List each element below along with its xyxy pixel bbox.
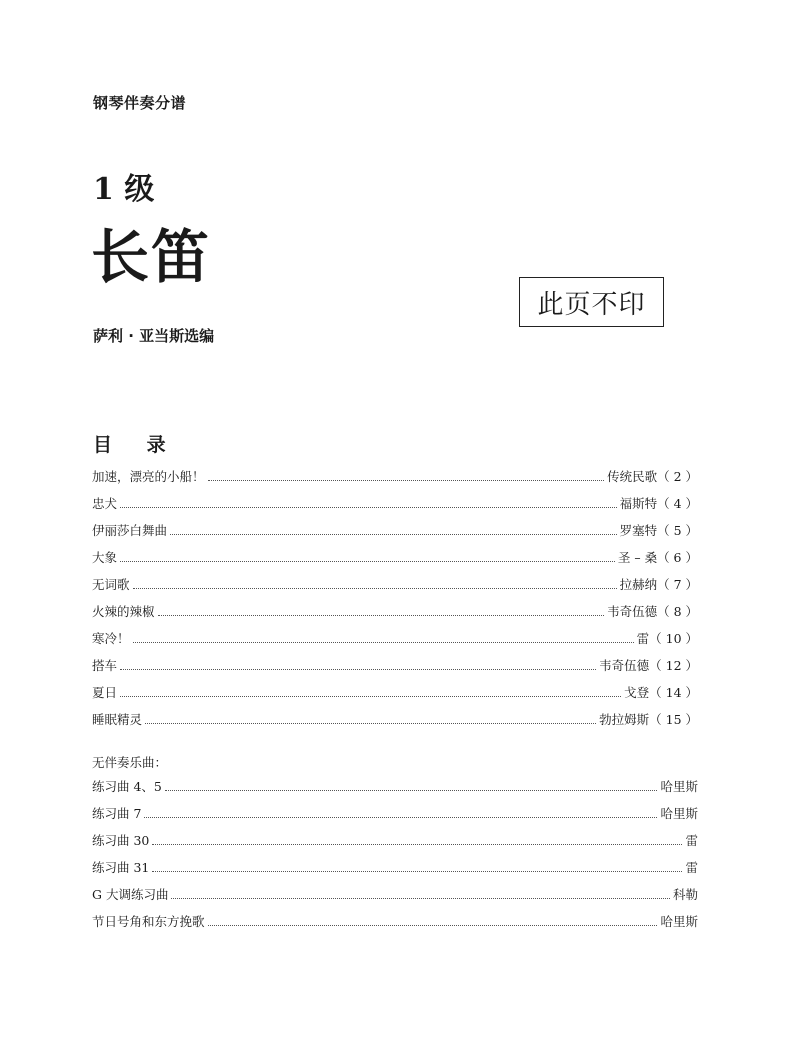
entry-credit: 勃拉姆斯（ 15 ） bbox=[599, 712, 698, 727]
leader-dots bbox=[133, 642, 634, 643]
leader-dots bbox=[208, 480, 605, 481]
contents-heading: 目 录 bbox=[93, 434, 180, 456]
contents-entry bbox=[92, 463, 698, 490]
leader-dots bbox=[152, 844, 682, 845]
entry-credit: 拉赫纳（ 7 ） bbox=[619, 577, 698, 592]
contents-list bbox=[92, 463, 698, 733]
editor-credit: 萨利 · 亚当斯选编 bbox=[93, 327, 215, 345]
entry-credit: 圣 – 桑（ 6 ） bbox=[617, 550, 698, 565]
entry-credit: 雷 bbox=[685, 860, 698, 875]
entry-title: G 大调练习曲 bbox=[92, 887, 169, 902]
contents-entry bbox=[92, 854, 698, 881]
entry-title: 练习曲 31 bbox=[92, 860, 150, 875]
contents-entry bbox=[92, 571, 698, 598]
leader-dots bbox=[208, 925, 658, 926]
leader-dots bbox=[120, 696, 621, 697]
level-label: 1 级 bbox=[93, 172, 155, 207]
entry-title: 节日号角和东方挽歌 bbox=[92, 914, 205, 929]
do-not-print-stamp: 此页不印 bbox=[519, 277, 664, 327]
contents-entry bbox=[92, 652, 698, 679]
contents-entry bbox=[92, 706, 698, 733]
entry-credit: 罗塞特（ 5 ） bbox=[619, 523, 698, 538]
leader-dots bbox=[158, 615, 605, 616]
leader-dots bbox=[171, 898, 670, 899]
entry-credit: 科勒 bbox=[672, 887, 698, 902]
contents-entry bbox=[92, 773, 698, 800]
leader-dots bbox=[120, 561, 615, 562]
entry-title: 练习曲 4、5 bbox=[92, 779, 162, 794]
leader-dots bbox=[120, 669, 596, 670]
entry-credit: 传统民歌（ 2 ） bbox=[607, 469, 698, 484]
contents-entry bbox=[92, 598, 698, 625]
leader-dots bbox=[165, 790, 658, 791]
entry-title: 搭车 bbox=[92, 658, 118, 673]
leader-dots bbox=[144, 817, 657, 818]
contents-entry bbox=[92, 881, 698, 908]
contents-entry bbox=[92, 490, 698, 517]
instrument-title: 长笛 bbox=[91, 223, 212, 291]
contents-entry bbox=[92, 679, 698, 706]
leader-dots bbox=[152, 871, 682, 872]
entry-credit: 哈里斯 bbox=[660, 779, 698, 794]
unaccompanied-list bbox=[92, 773, 698, 935]
entry-credit: 哈里斯 bbox=[660, 806, 698, 821]
entry-title: 大象 bbox=[92, 550, 118, 565]
entry-credit: 雷 bbox=[685, 833, 698, 848]
leader-dots bbox=[120, 507, 617, 508]
entry-title: 无词歌 bbox=[92, 577, 130, 592]
leader-dots bbox=[133, 588, 617, 589]
series-title: 钢琴伴奏分谱 bbox=[93, 94, 187, 112]
entry-title: 寒冷！ bbox=[92, 631, 130, 646]
entry-credit: 福斯特（ 4 ） bbox=[619, 496, 698, 511]
entry-title: 练习曲 7 bbox=[92, 806, 142, 821]
leader-dots bbox=[145, 723, 596, 724]
entry-title: 睡眠精灵 bbox=[92, 712, 143, 727]
unaccompanied-heading: 无伴奏乐曲： bbox=[92, 755, 168, 770]
contents-entry bbox=[92, 800, 698, 827]
entry-title: 火辣的辣椒 bbox=[92, 604, 155, 619]
entry-credit: 韦奇伍德（ 12 ） bbox=[599, 658, 698, 673]
contents-entry bbox=[92, 544, 698, 571]
entry-credit: 雷（ 10 ） bbox=[636, 631, 698, 646]
entry-title: 夏日 bbox=[92, 685, 118, 700]
contents-entry bbox=[92, 517, 698, 544]
contents-entry bbox=[92, 625, 698, 652]
entry-credit: 戈登（ 14 ） bbox=[624, 685, 698, 700]
contents-entry bbox=[92, 827, 698, 854]
entry-title: 伊丽莎白舞曲 bbox=[92, 523, 168, 538]
entry-title: 加速，漂亮的小船！ bbox=[92, 469, 205, 484]
leader-dots bbox=[170, 534, 617, 535]
entry-credit: 韦奇伍德（ 8 ） bbox=[607, 604, 698, 619]
entry-title: 练习曲 30 bbox=[92, 833, 150, 848]
contents-entry bbox=[92, 908, 698, 935]
entry-credit: 哈里斯 bbox=[660, 914, 698, 929]
entry-title: 忠犬 bbox=[92, 496, 118, 511]
